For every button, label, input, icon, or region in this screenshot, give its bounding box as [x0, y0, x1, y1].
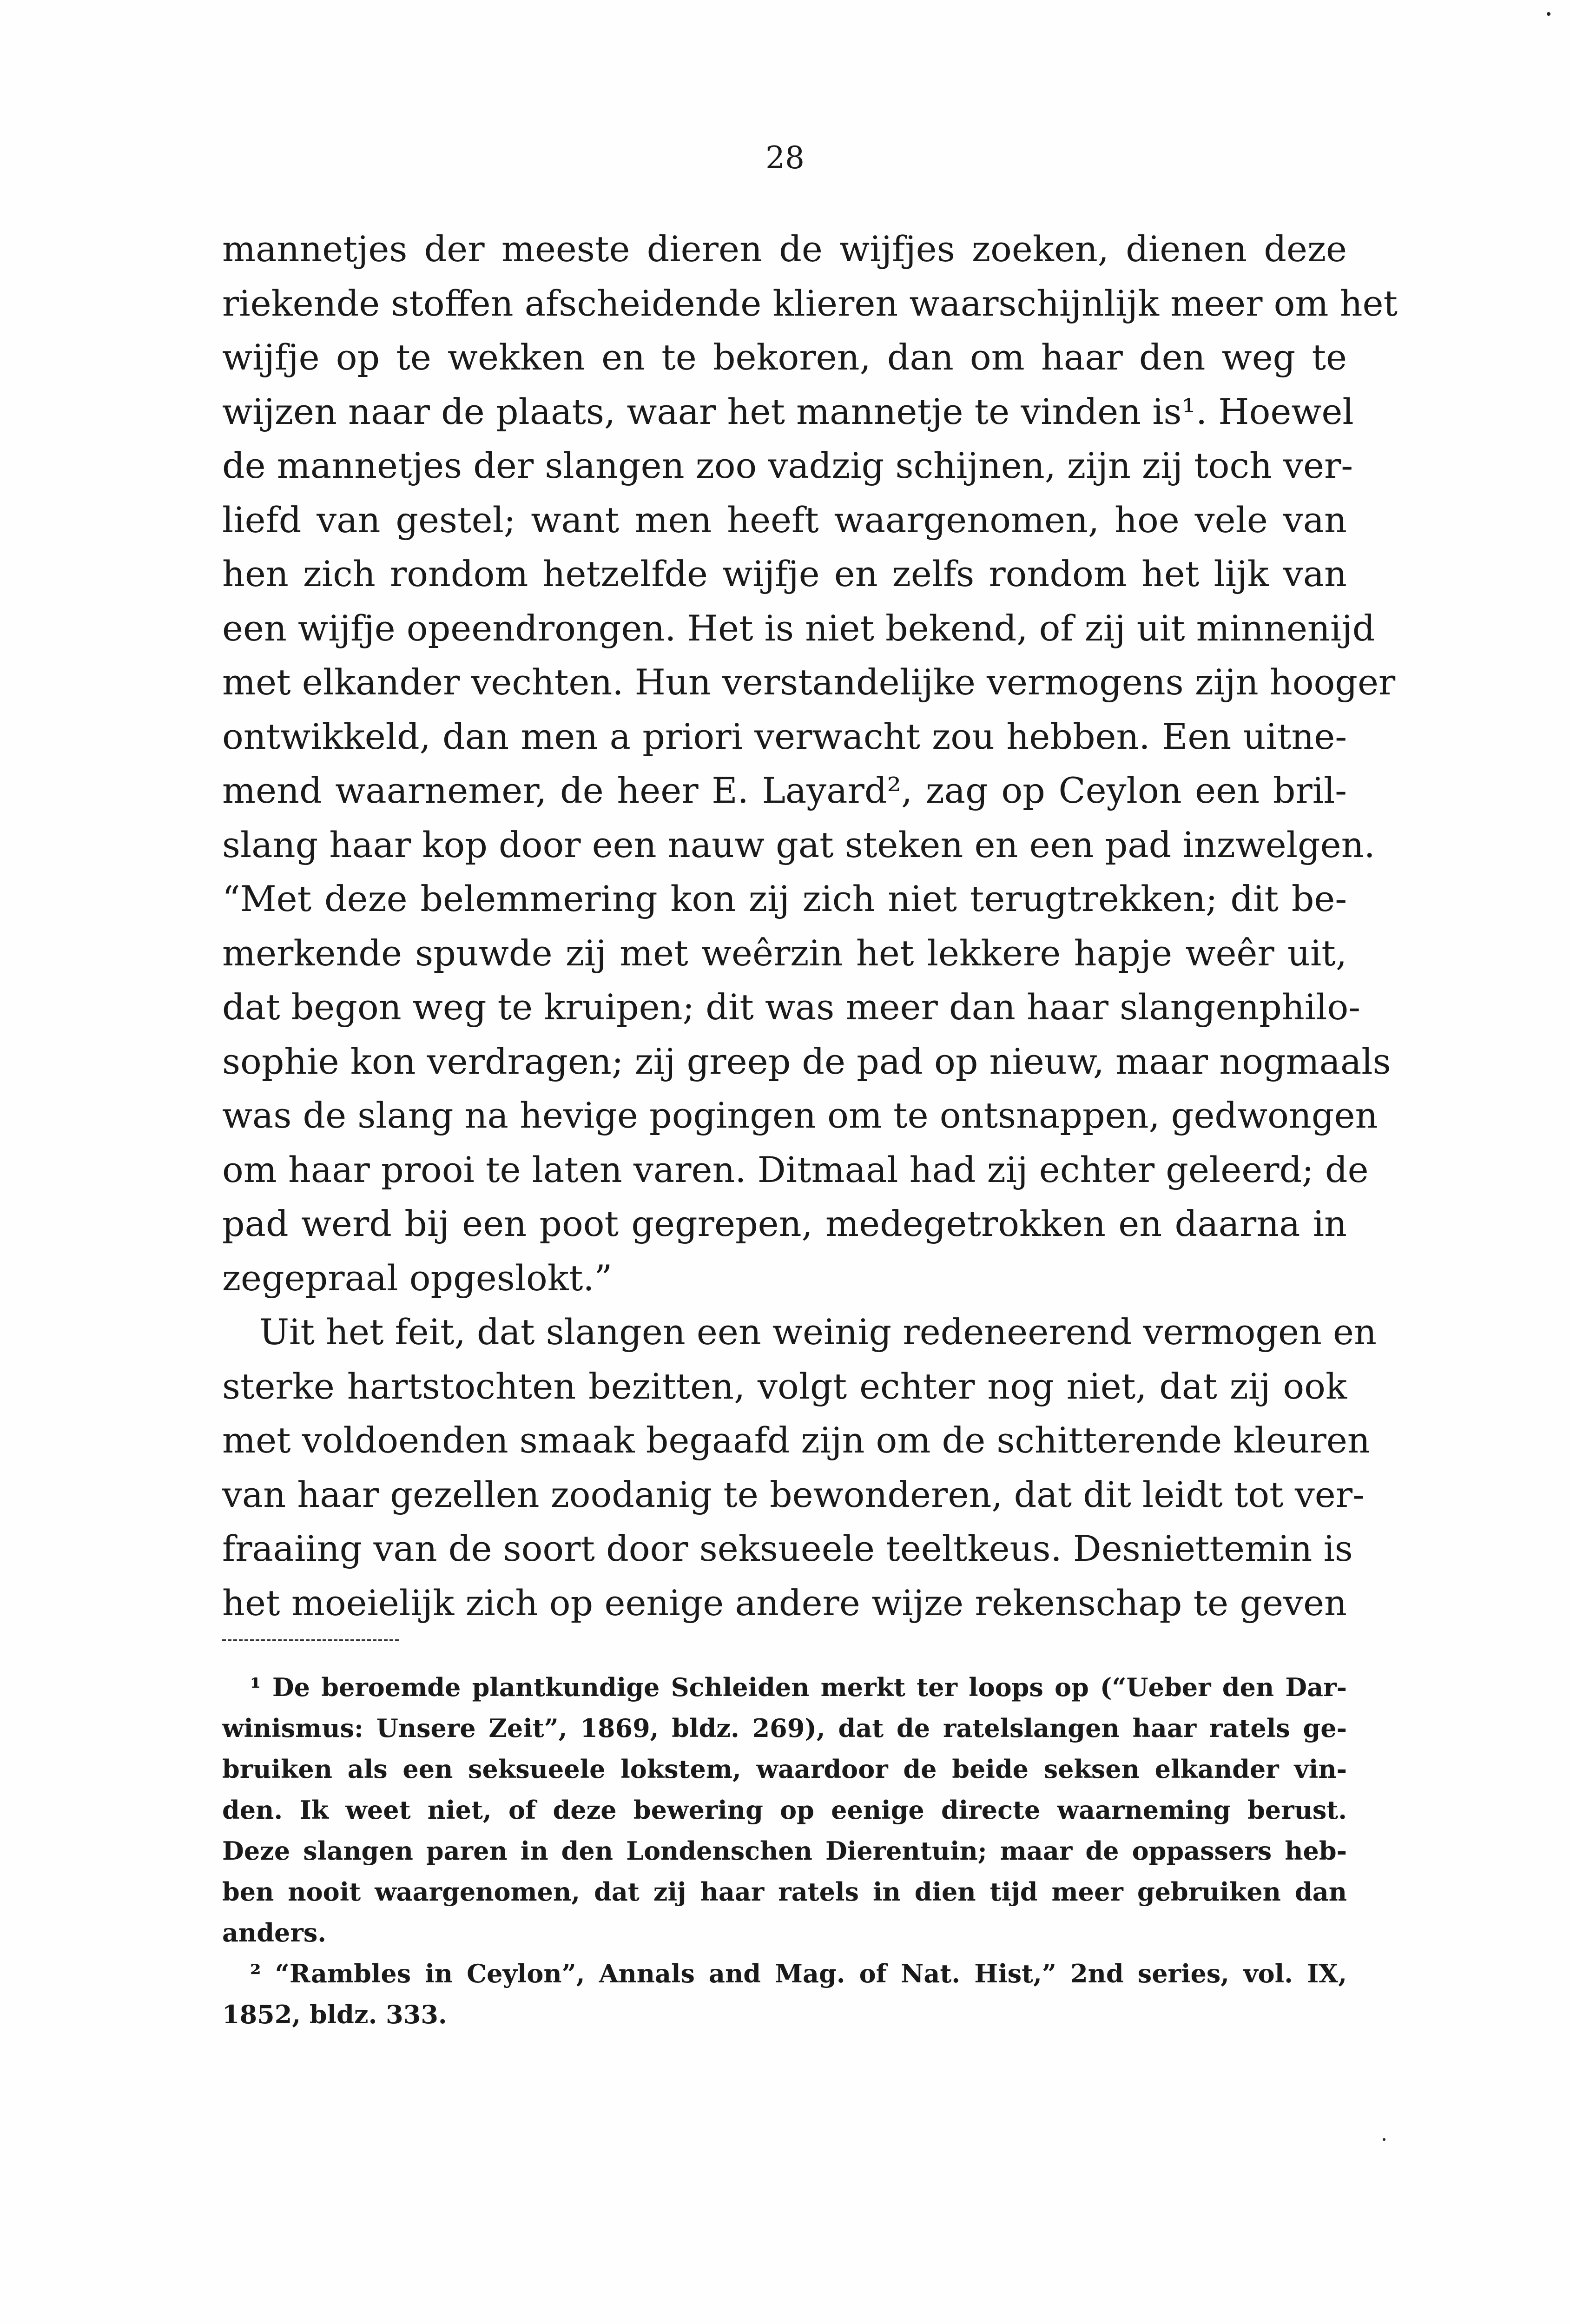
body-line: om haar prooi te laten varen. Ditmaal had zij echter geleerd; de [222, 1149, 1369, 1190]
body-line: slang haar kop door een nauw gat steken en een pad inzwelgen. [222, 824, 1375, 865]
body-line: “Met deze belemmering kon zij zich niet terugtrekken; dit be- [222, 878, 1347, 919]
footnote-line: bruiken als een seksueele lokstem, waardoor de beide seksen elkander vin- [222, 1754, 1347, 1784]
body-line: de mannetjes der slangen zoo vadzig schijnen, zijn zij toch ver- [222, 445, 1353, 486]
footnote-line: ben nooit waargenomen, dat zij haar ratels in dien tijd meer gebruiken dan [222, 1877, 1347, 1907]
body-line: hen zich rondom hetzelfde wijfje en zelfs rondom het lijk van [222, 553, 1347, 594]
body-line: mannetjes der meeste dieren de wijfjes zoeken, dienen deze [222, 228, 1347, 270]
body-line: wijfje op te wekken en te bekoren, dan om haar den weg te [222, 337, 1347, 378]
body-line: Uit het feit, dat slangen een weinig redeneerend vermogen en [259, 1311, 1377, 1353]
body-line: sterke hartstochten bezitten, volgt echter nog niet, dat zij ook [222, 1365, 1347, 1407]
body-line: liefd van gestel; want men heeft waargenomen, hoe vele van [222, 499, 1347, 541]
body-line: dat begon weg te kruipen; dit was meer dan haar slangenphilo- [222, 986, 1360, 1028]
page-number: 28 [765, 140, 805, 176]
body-line: fraaiing van de soort door seksueele teeltkeus. Desniettemin is [222, 1528, 1353, 1569]
body-text [222, 222, 1398, 1630]
body-line: riekende stoffen afscheidende klieren waarschijnlijk meer om het [222, 282, 1398, 324]
footnote-line: anders. [222, 1918, 327, 1948]
body-line: zegepraal opgeslokt.” [222, 1257, 613, 1299]
footnote-separator [222, 1639, 399, 1641]
body-line: een wijfje opeendrongen. Het is niet bekend, of zij uit minnenijd [222, 607, 1375, 649]
footnotes [222, 1667, 1347, 2035]
body-line: merkende spuwde zij met weêrzin het lekkere hapje weêr uit, [222, 932, 1347, 974]
footnote-line: winismus: Unsere Zeit”, 1869, bldz. 269), dat de ratelslangen haar ratels ge- [222, 1713, 1347, 1743]
body-line: het moeielijk zich op eenige andere wijze rekenschap te geven [222, 1582, 1347, 1624]
body-line: wijzen naar de plaats, waar het mannetje te vinden is¹. Hoewel [222, 390, 1354, 432]
footnote-line: den. Ik weet niet, of deze bewering op eenige directe waarneming berust. [222, 1795, 1347, 1825]
footnote-line: Deze slangen paren in den Londenschen Dierentuin; maar de oppassers heb- [222, 1836, 1347, 1866]
body-line: mend waarnemer, de heer E. Layard², zag op Ceylon een bril- [222, 770, 1347, 811]
body-line: met voldoenden smaak begaafd zijn om de schitterende kleuren [222, 1419, 1370, 1461]
body-line: sophie kon verdragen; zij greep de pad op nieuw, maar nogmaals [222, 1040, 1391, 1082]
footnote-line: ¹ De beroemde plantkundige Schleiden merkt ter loops op (“Ueber den Dar- [250, 1672, 1347, 1702]
body-line: van haar gezellen zoodanig te bewonderen, dat dit leidt tot ver- [222, 1473, 1365, 1515]
body-line: ontwikkeld, dan men a priori verwacht zou hebben. Een uitne- [222, 715, 1347, 757]
body-line: pad werd bij een poot gegrepen, medegetrokken en daarna in [222, 1203, 1347, 1244]
body-line: was de slang na hevige pogingen om te ontsnappen, gedwongen [222, 1095, 1378, 1136]
body-line: met elkander vechten. Hun verstandelijke vermogens zijn hooger [222, 661, 1396, 703]
scan-speck [1547, 12, 1550, 16]
scan-speck [1383, 2138, 1385, 2141]
footnote-line: 1852, bldz. 333. [222, 2000, 447, 2029]
footnote-line: ² “Rambles in Ceylon”, Annals and Mag. of Nat. Hist,” 2nd series, vol. IX, [250, 1959, 1347, 1988]
